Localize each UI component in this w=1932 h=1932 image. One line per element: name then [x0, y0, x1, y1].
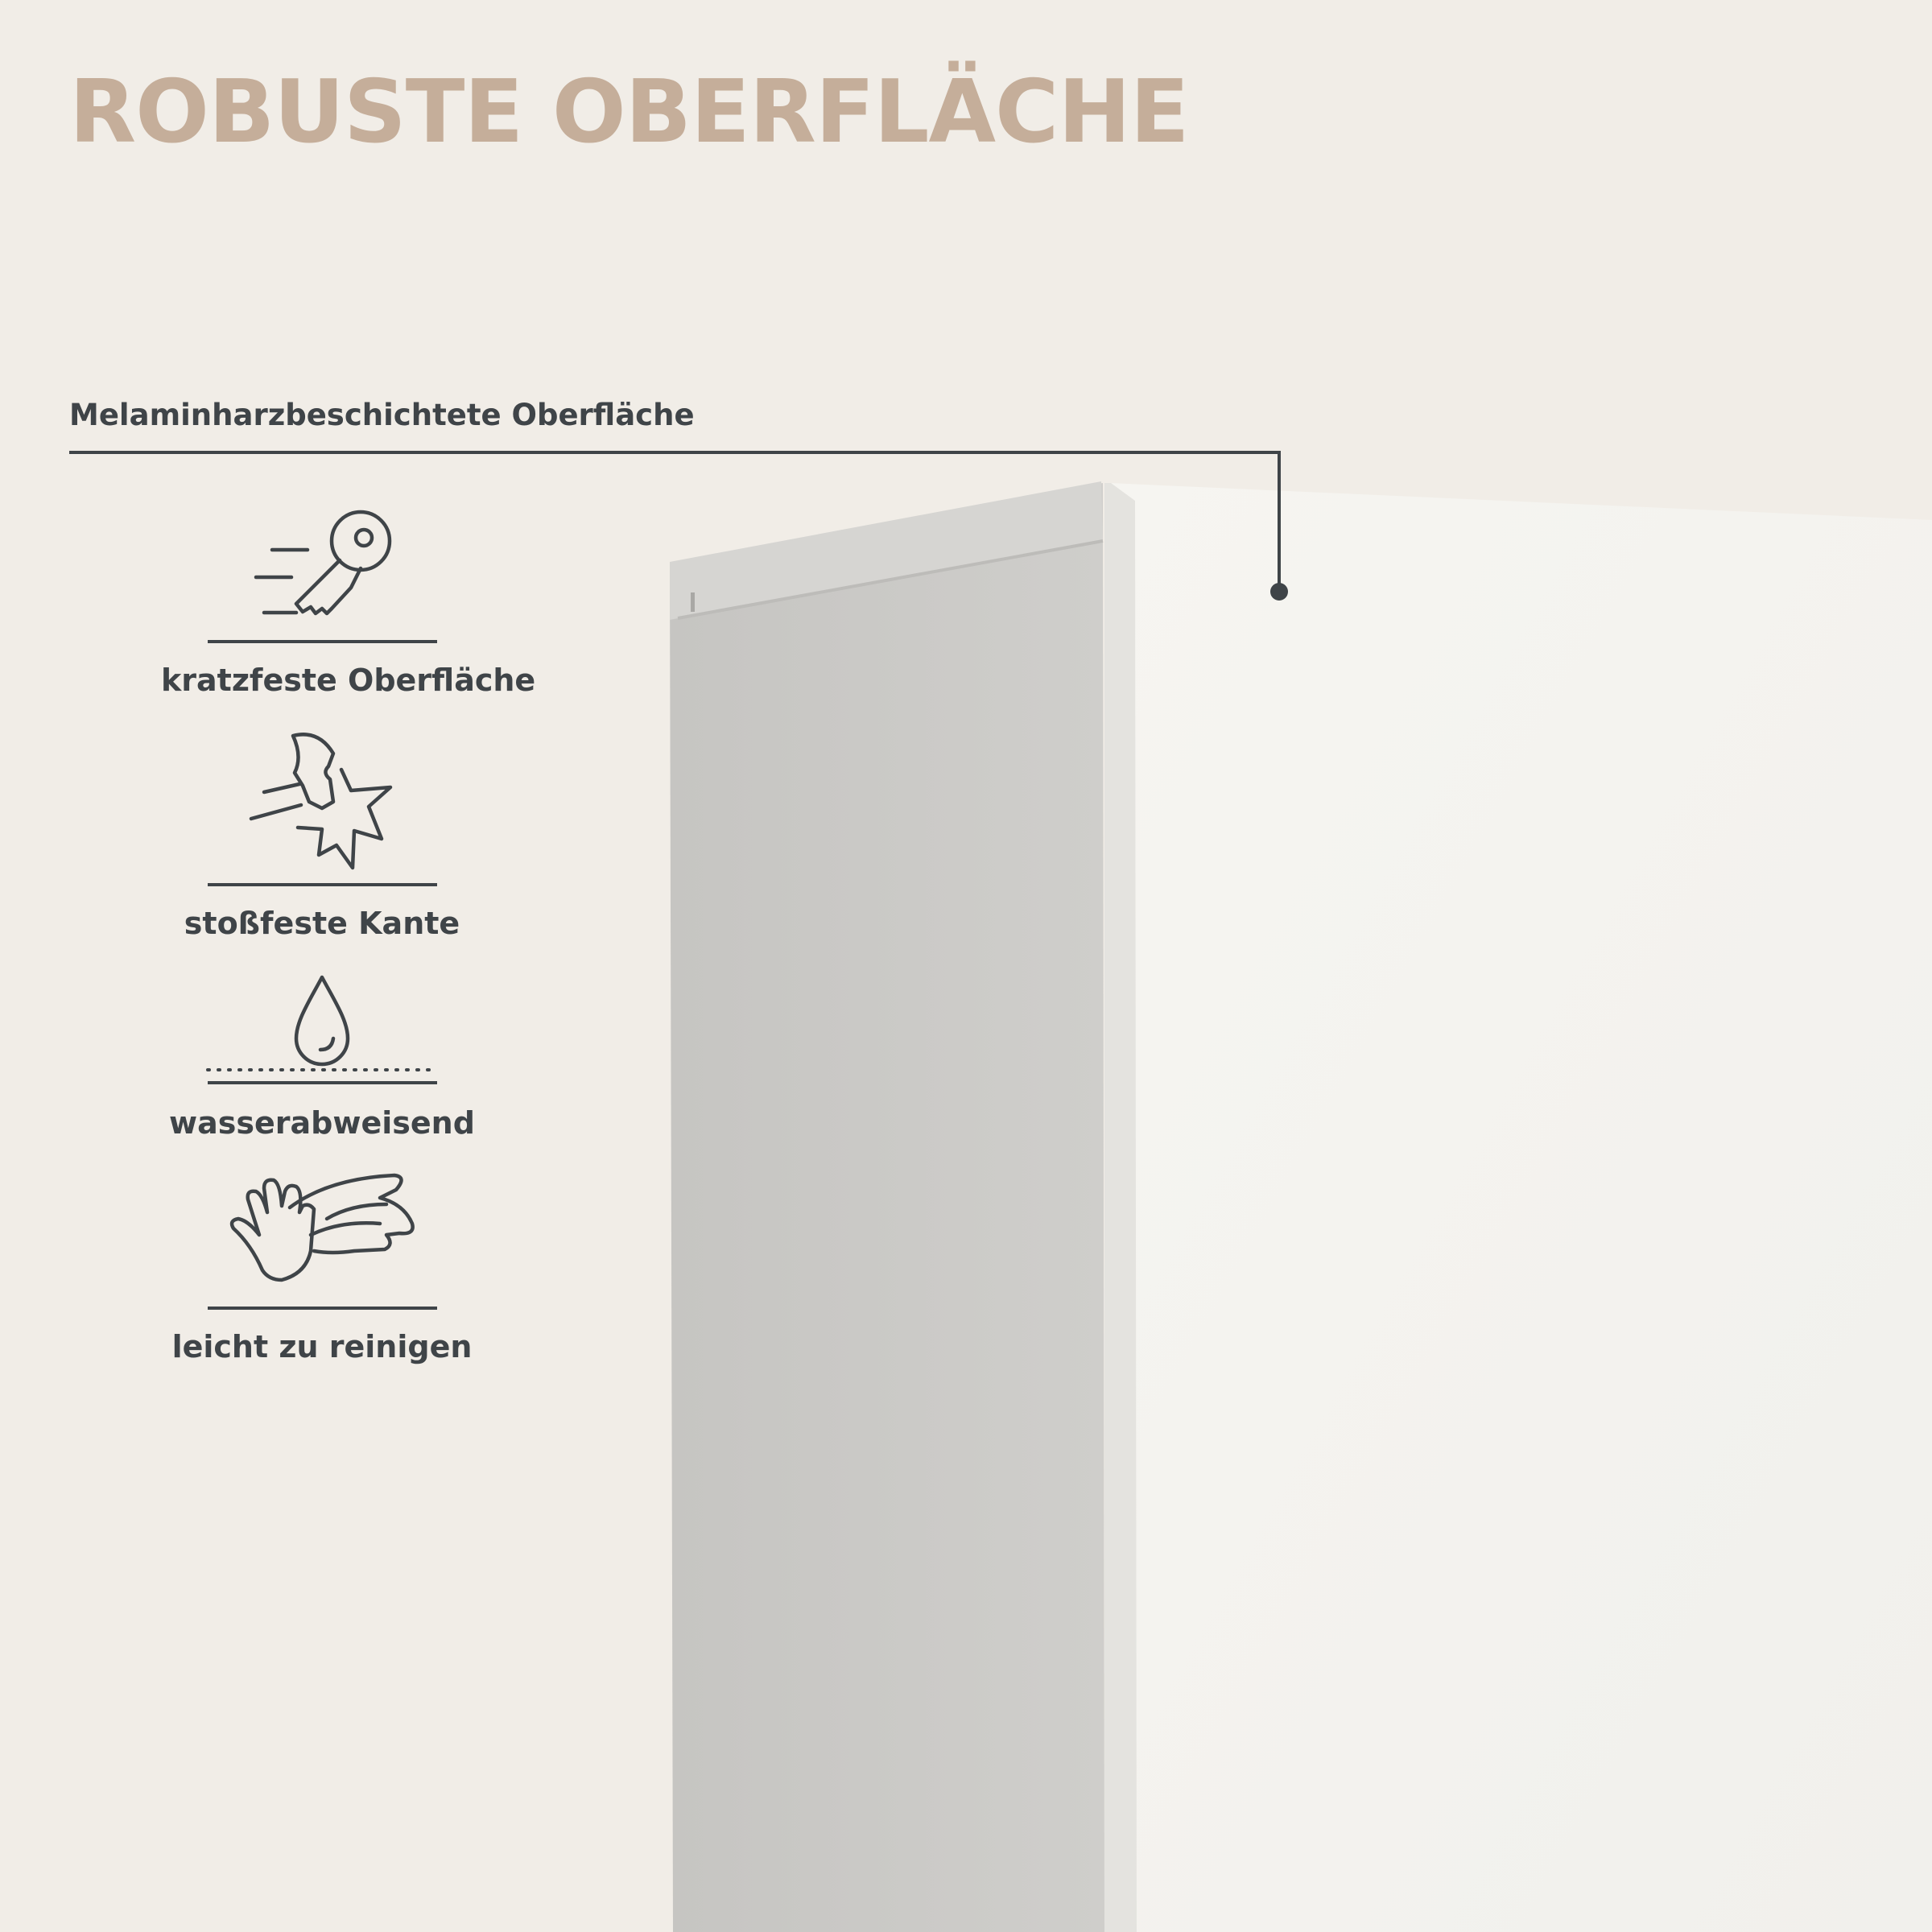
callout-label: Melaminharzbeschichtete Oberfläche: [69, 398, 695, 432]
water-surface-divider: [161, 1066, 483, 1087]
cabinet-front-edge: [1104, 483, 1137, 1932]
callout-dot: [1270, 583, 1288, 601]
cabinet-trim-notch: [691, 592, 695, 612]
cabinet-side-panel: [670, 483, 1104, 1932]
page-headline: ROBUSTE OBERFLÄCHE: [69, 62, 1189, 163]
feature-label-water: wasserabweisend: [169, 1105, 475, 1141]
hammer-impact-icon: [161, 724, 483, 877]
hand-cloth-wipe-icon: [161, 1167, 483, 1304]
feature-label-scratch: kratzfeste Oberfläche: [161, 663, 536, 698]
feature-divider: [161, 638, 483, 646]
feature-label-clean: leicht zu reinigen: [171, 1329, 473, 1364]
feature-label-impact: stoßfeste Kante: [184, 906, 460, 941]
feature-divider: [161, 1304, 483, 1312]
feature-divider: [161, 881, 483, 889]
cabinet-front-face: [1109, 483, 1932, 1932]
key-scratch-icon: [161, 499, 483, 652]
cabinet-render: [670, 481, 1932, 1932]
